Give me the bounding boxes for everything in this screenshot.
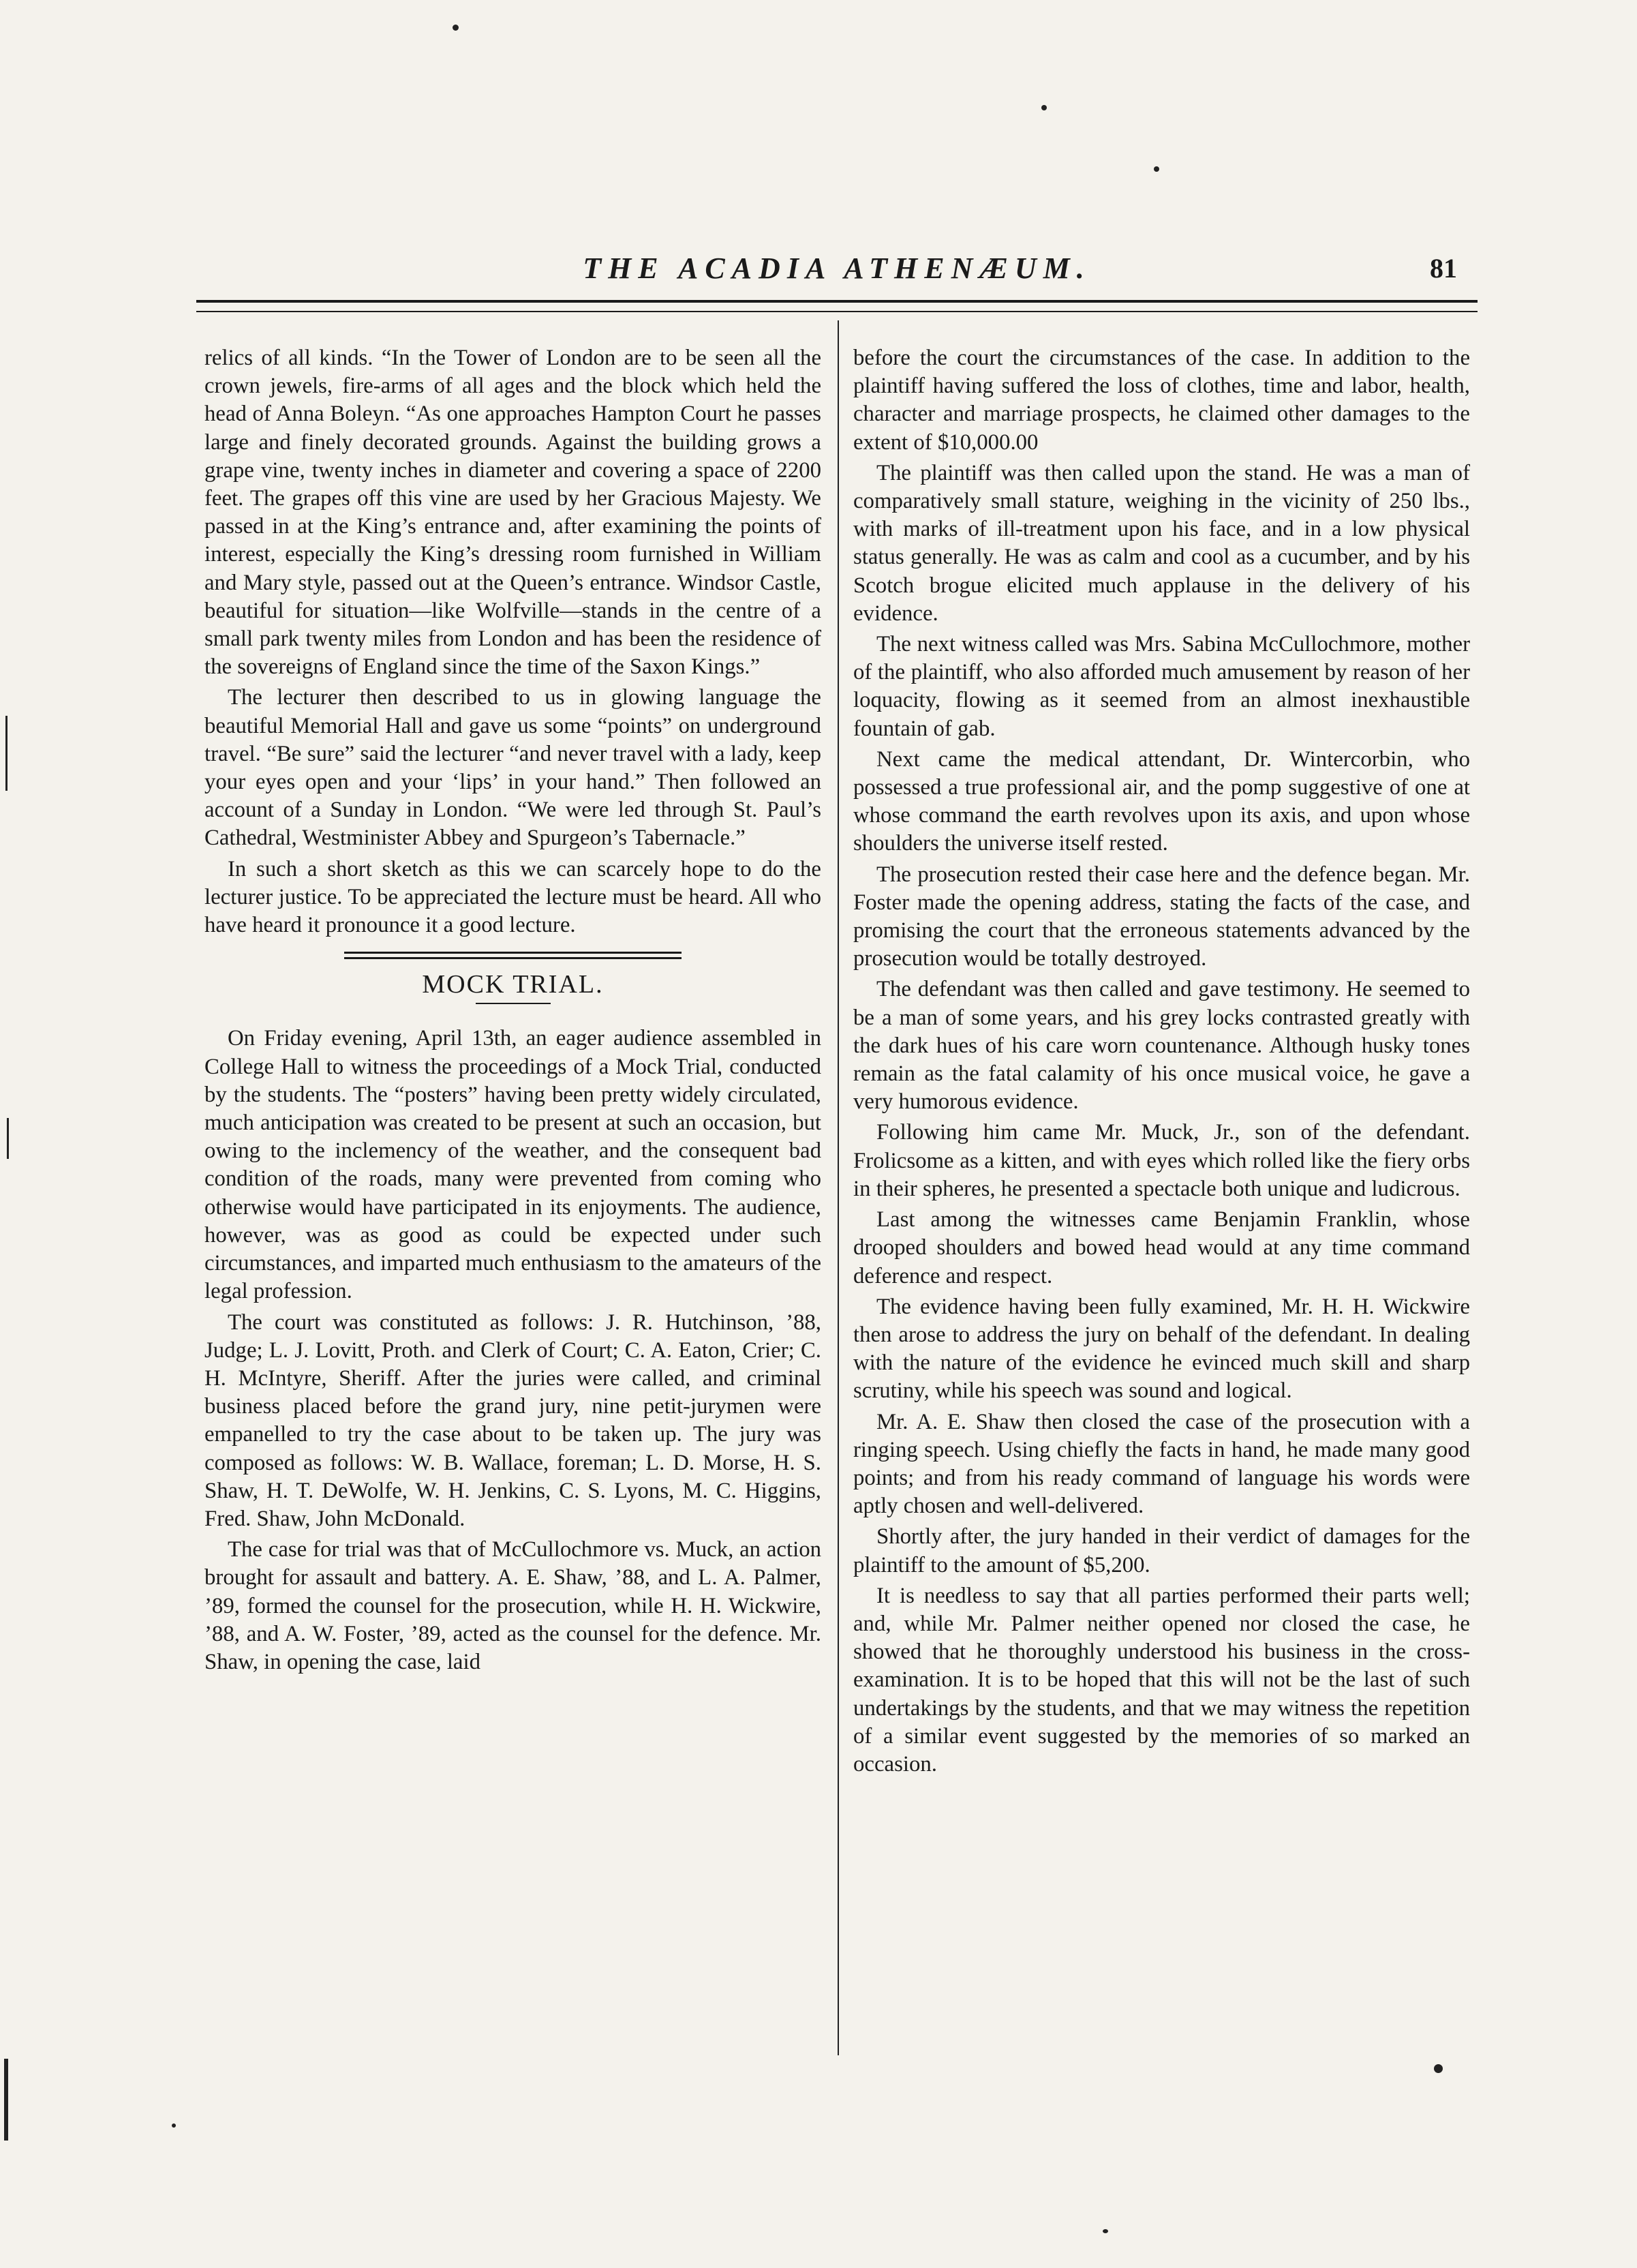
paragraph: It is needless to say that all parties performed their parts well; and, while Mr. Palmer neither opened nor closed the case, he showed that he thoroughly understood his business in the cross-examination. It is to be hoped that this will not be the last of such undertakings by the students, and that we may witness the repetition of a similar event suggested by the memories of so marked an occasion. <box>853 1583 1470 1776</box>
paragraph: The defendant was then called and gave testimony. He seemed to be a man of some years, and his grey locks contrasted greatly with the dark hues of his care worn countenance. Although husky tones remain as the fatal calamity of his once musical voice, he gave a very humorous evidence. <box>853 977 1470 1115</box>
paragraph: relics of all kinds. “In the Tower of London are to be seen all the crown jewels, fire-arms of all ages and the block which held the head of Anna Boleyn. “As one approaches Hampton Court he passes large and finely decorated grounds. Against the building grows a grape vine, twenty inches in diameter and covering a space of 2200 feet. The grapes off this vine are used by her Gracious Majesty. We passed in at the King’s entrance and, after examining the points of interest, especially the King’s dressing room furnished in William and Mary style, passed out at the Queen’s entrance. Windsor Castle, beautiful for situation—like Wolfville—stands in the centre of a small park twenty miles from London and has been the residence of the sovereigns of England since the time of the Saxon Kings.” <box>204 346 821 680</box>
paragraph: The plaintiff was then called upon the stand. He was a man of comparatively small stature, weighing in the vicinity of 250 lbs., with marks of ill-treatment upon his face, and in a low physical status generally. He was as calm and cool as a cucumber, and by his Scotch brogue elicited much applause in the delivery of his evidence. <box>853 460 1470 626</box>
paragraph: Shortly after, the jury handed in their verdict of damages for the plaintiff to the amount of $5,200. <box>853 1524 1470 1577</box>
scan-speck <box>453 25 459 31</box>
scan-speck <box>1154 166 1159 172</box>
running-title: THE ACADIA ATHENÆUM. <box>583 252 1091 285</box>
scan-speck <box>1041 105 1047 110</box>
column-divider <box>838 320 839 2055</box>
paragraph: The lecturer then described to us in glowing language the beautiful Memorial Hall and gave us some “points” on underground travel. “Be sure” said the lecturer “and never travel with a lady, keep your eyes open and your ‘lips’ in your hand.” Then followed an account of a Sunday in London. “We were led through St. Paul’s Cathedral, Westminister Abbey and Spurgeon’s Tabernacle.” <box>204 685 821 851</box>
section-double-rule <box>344 952 682 960</box>
paragraph: On Friday evening, April 13th, an eager audience assembled in College Hall to witness the proceedings of a Mock Trial, conducted by the students. The “posters” having been pretty widely circulated, much anticipation was created to be present at such an occasion, but owing to the inclemency of the weather, and the consequent bad condition of the roads, many were prevented from coming who otherwise would have participated in its enjoyments. The audience, however, was as good as could be expected under such circumstances, and imparted much enthusiasm to the amateurs of the legal profession. <box>204 1026 821 1304</box>
scan-edge-mark <box>7 1118 9 1159</box>
page-header <box>196 251 1478 289</box>
scan-speck <box>1434 2064 1443 2073</box>
paragraph: Mr. A. E. Shaw then closed the case of the prosecution with a ringing speech. Using chiefly the facts in hand, he made many good points; and from his ready command of language his words were aptly chosen and well-delivered. <box>853 1409 1470 1519</box>
section-under-rule <box>476 1003 551 1004</box>
header-rule-thick <box>196 300 1478 303</box>
paragraph: before the court the circumstances of the case. In addition to the plaintiff having suffered the loss of clothes, time and labor, health, character and marriage prospects, he claimed other damages to the extent of $10,000.00 <box>853 346 1470 455</box>
scan-edge-mark <box>5 716 7 791</box>
scan-speck <box>172 2123 176 2128</box>
paragraph: The case for trial was that of McCullochmore vs. Muck, an action brought for assault and battery. A. E. Shaw, ’88, and L. A. Palmer, ’89, formed the counsel for the prosecution, while H. H. Wickwire, ’88, and A. W. Foster, ’89, acted as the counsel for the defence. Mr. Shaw, in opening the case, laid <box>204 1537 821 1674</box>
paragraph: Last among the witnesses came Benjamin Franklin, whose drooped shoulders and bowed head would at any time command deference and respect. <box>853 1207 1470 1288</box>
header-rule-thin <box>196 311 1478 312</box>
left-column <box>204 344 821 1679</box>
paragraph: The evidence having been fully examined, Mr. H. H. Wickwire then arose to address the jury on behalf of the defendant. In dealing with the nature of the evidence he evinced much skill and sharp scrutiny, while his speech was sound and logical. <box>853 1294 1470 1404</box>
right-column <box>853 344 1470 1781</box>
scan-speck <box>1103 2229 1108 2233</box>
section-title: MOCK TRIAL. <box>422 970 604 999</box>
paragraph: The court was constituted as follows: J. R. Hutchinson, ’88, Judge; L. J. Lovitt, Proth. and Clerk of Court; C. A. Eaton, Crier; C. H. McIntyre, Sheriff. After the juries were called, and criminal business placed before the grand jury, nine petit-jurymen were empanelled to try the case about to be taken up. The jury was composed as follows: W. B. Wallace, foreman; L. D. Morse, H. S. Shaw, H. T. DeWolfe, W. H. Jenkins, C. S. Lyons, M. C. Higgins, Fred. Shaw, John McDonald. <box>204 1310 821 1531</box>
paragraph: The prosecution rested their case here and the defence began. Mr. Foster made the opening address, stating the facts of the case, and promising the court that the erroneous statements advanced by the prosecution would be totally destroyed. <box>853 862 1470 971</box>
page-number: 81 <box>1430 253 1457 284</box>
paragraph: In such a short sketch as this we can scarcely hope to do the lecturer justice. To be appreciated the lecture must be heard. All who have heard it pronounce it a good lecture. <box>204 856 821 938</box>
paragraph: The next witness called was Mrs. Sabina McCullochmore, mother of the plaintiff, who also afforded much amusement by reason of her loquacity, flowing as it seemed from an almost inexhaustible fountain of gab. <box>853 632 1470 741</box>
section-heading <box>204 952 821 1004</box>
paragraph: Next came the medical attendant, Dr. Wintercorbin, who possessed a true professional air, and the pomp suggestive of one at whose command the earth revolves upon its axis, and upon whose shoulders the universe itself rested. <box>853 746 1470 856</box>
scan-edge-mark <box>4 2059 8 2141</box>
paragraph: Following him came Mr. Muck, Jr., son of the defendant. Frolicsome as a kitten, and with eyes which rolled like the fiery orbs in their spheres, he presented a spectacle both unique and ludicrous. <box>853 1120 1470 1201</box>
